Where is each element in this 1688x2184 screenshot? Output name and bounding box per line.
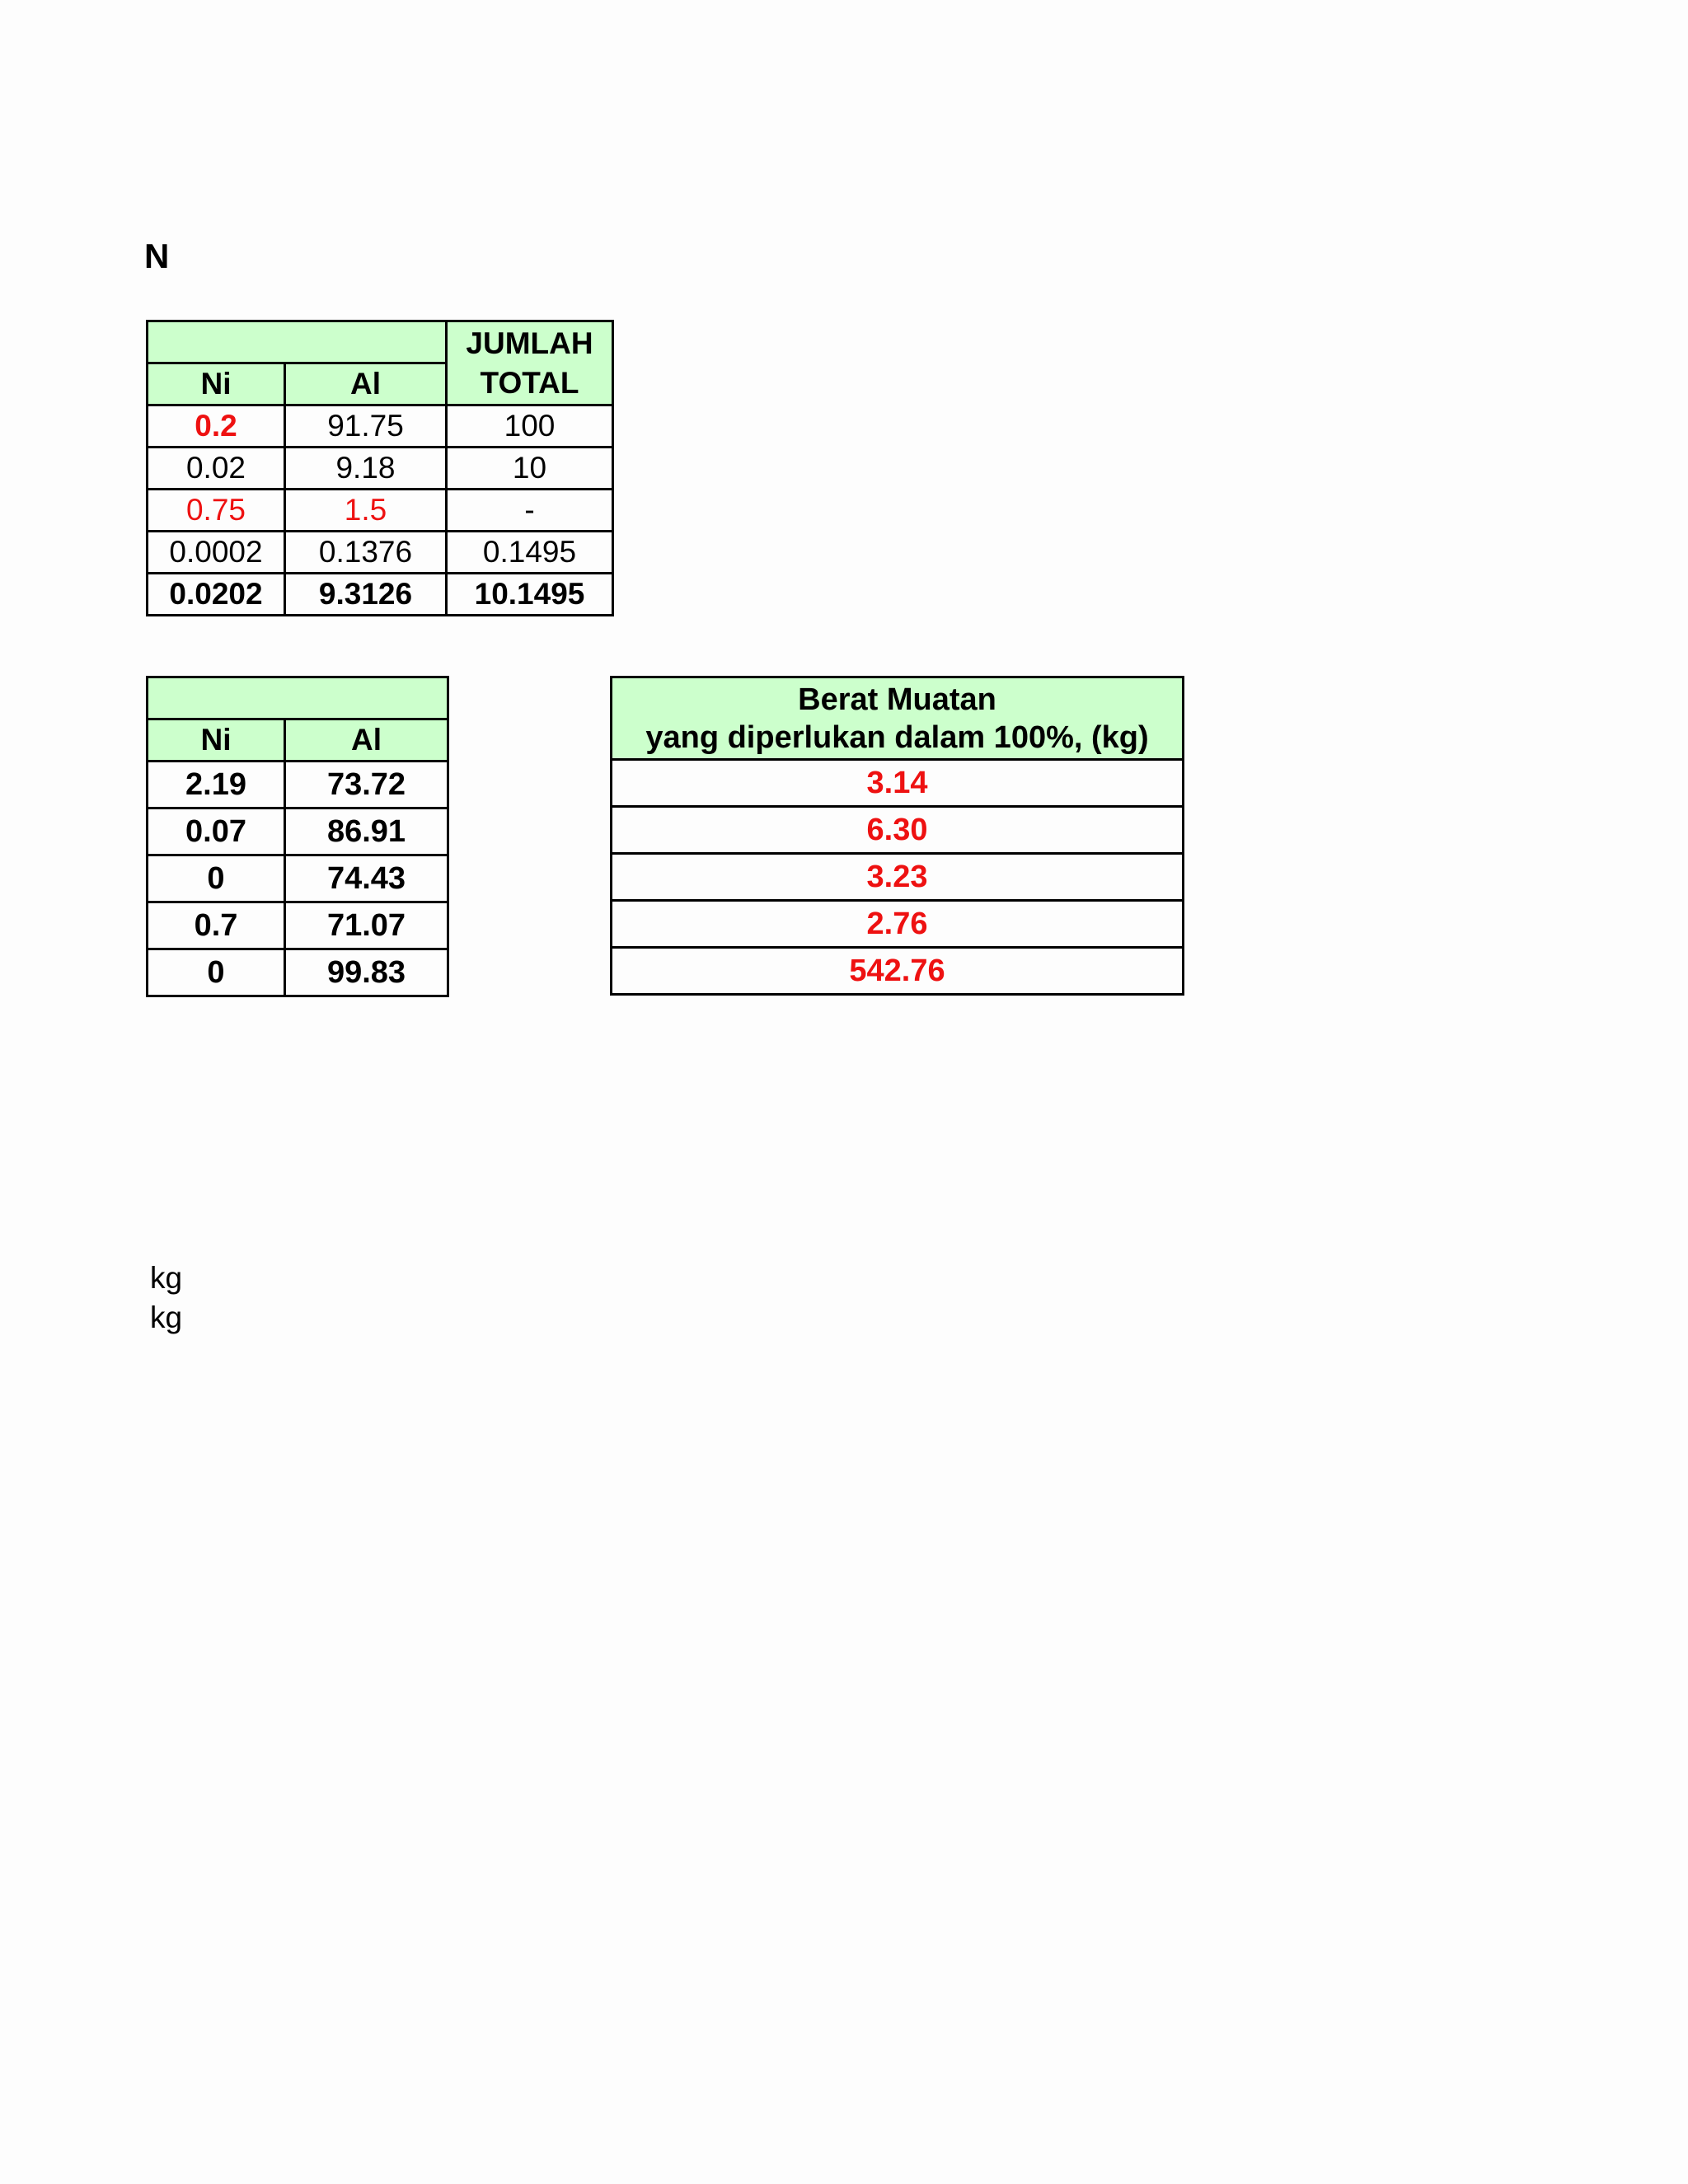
total-cell: 10 <box>447 448 613 490</box>
charge-weight-table <box>610 676 1184 996</box>
table-row <box>148 448 613 490</box>
al-cell: 91.75 <box>285 405 447 448</box>
weight-cell: 542.76 <box>612 948 1184 995</box>
table-row <box>148 405 613 448</box>
al-cell: 99.83 <box>285 949 448 996</box>
total-header-line2: TOTAL <box>480 365 579 400</box>
ni-cell: 0 <box>148 949 285 996</box>
charge-weight-header-line2: yang diperlukan dalam 100%, (kg) <box>645 719 1149 755</box>
al-cell: 0.1376 <box>285 532 447 574</box>
table-row <box>148 949 448 996</box>
al-cell: 74.43 <box>285 855 448 902</box>
table-row <box>612 948 1184 995</box>
ni-cell: 0.02 <box>148 448 285 490</box>
al-cell: 9.18 <box>285 448 447 490</box>
ni-header: Ni <box>148 363 285 405</box>
ni-cell: 0.07 <box>148 808 285 855</box>
ni-cell: 0.0002 <box>148 532 285 574</box>
al-header: Al <box>285 719 448 762</box>
ni-cell: 0.0202 <box>148 574 285 616</box>
composition-table <box>146 320 614 616</box>
analysis-table <box>146 676 449 997</box>
total-cell: 100 <box>447 405 613 448</box>
al-cell: 1.5 <box>285 490 447 532</box>
total-cell: - <box>447 490 613 532</box>
total-cell: 10.1495 <box>447 574 613 616</box>
table-row <box>148 532 613 574</box>
table-row <box>148 490 613 532</box>
ni-cell: 0.75 <box>148 490 285 532</box>
al-cell: 71.07 <box>285 902 448 949</box>
al-cell: 9.3126 <box>285 574 447 616</box>
table-row <box>612 854 1184 901</box>
table-row <box>148 902 448 949</box>
table-row <box>148 808 448 855</box>
page-heading: N <box>144 237 170 275</box>
ni-header: Ni <box>148 719 285 762</box>
weight-cell: 3.14 <box>612 760 1184 807</box>
charge-weight-header <box>612 677 1184 760</box>
unit-label: kg <box>150 1261 183 1295</box>
total-header-line1: JUMLAH <box>466 326 593 360</box>
table-row <box>612 760 1184 807</box>
total-header <box>447 321 613 405</box>
total-cell: 0.1495 <box>447 532 613 574</box>
ni-cell: 2.19 <box>148 762 285 808</box>
weight-cell: 2.76 <box>612 901 1184 948</box>
ni-cell: 0 <box>148 855 285 902</box>
ni-cell: 0.7 <box>148 902 285 949</box>
weight-cell: 3.23 <box>612 854 1184 901</box>
al-cell: 73.72 <box>285 762 448 808</box>
unit-label: kg <box>150 1301 183 1334</box>
weight-cell: 6.30 <box>612 807 1184 854</box>
table-row-sum <box>148 574 613 616</box>
header-band <box>148 677 448 719</box>
table-row <box>612 901 1184 948</box>
table-row <box>612 807 1184 854</box>
al-header: Al <box>285 363 447 405</box>
table-row <box>148 762 448 808</box>
ni-cell: 0.2 <box>148 405 285 448</box>
table-row <box>148 855 448 902</box>
charge-weight-header-line1: Berat Muatan <box>798 682 996 717</box>
al-cell: 86.91 <box>285 808 448 855</box>
header-band <box>148 321 447 363</box>
